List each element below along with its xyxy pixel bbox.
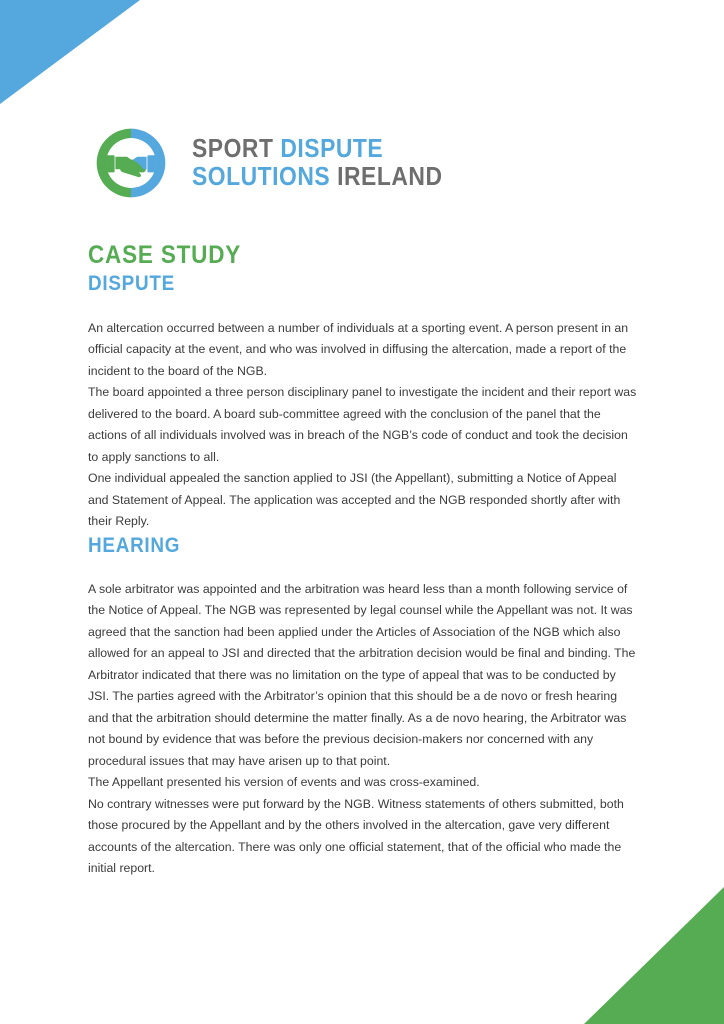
document-body: [88, 240, 640, 880]
paragraph: The Appellant presented his version of events and was cross-examined.: [88, 775, 480, 790]
brand-wordmark: [192, 135, 477, 190]
brand-word-ireland: IRELAND: [337, 161, 443, 191]
brand-word-solutions: SOLUTIONS: [192, 161, 331, 191]
bottom-right-triangle-decoration: [584, 887, 724, 1024]
section-body-hearing: [88, 579, 640, 880]
brand-word-dispute: DISPUTE: [280, 133, 384, 164]
brand-line-2: [192, 163, 443, 191]
paragraph: A sole arbitrator was appointed and the arbitration was heard less than a month following service of the Notice of Appeal. The NGB was represented by legal counsel while the Appellant was not. It was agreed that the sanction had been applied under the Articles of Association of the NGB which also allowed for an appeal to JSI and directed that the arbitration decision would be final and binding. The Arbitrator indicated that there was no limitation on the type of appeal that was to be conducted by JSI. The parties agreed with the Arbitrator’s opinion that this should be a de novo or fresh hearing and that the arbitration should determine the matter finally. As a de novo hearing, the Arbitrator was not bound by evidence that was before the previous decision-makers nor concerned with any procedural issues that may have arisen up to that point.: [88, 581, 636, 768]
top-left-triangle-decoration: [0, 0, 140, 104]
handshake-circle-icon: [92, 124, 170, 202]
paragraph: An altercation occurred between a number of individuals at a sporting event. A person present in an official capacity at the event, and who was involved in diffusing the altercation, made a report of the incident to the board of the NGB.: [88, 320, 629, 378]
paragraph: One individual appealed the sanction applied to JSI (the Appellant), submitting a Notice of Appeal and Statement of Appeal. The application was accepted and the NGB responded shortly after with their Reply.: [88, 471, 621, 528]
brand-logo: [92, 124, 477, 202]
section-heading-dispute: DISPUTE: [88, 272, 175, 296]
brand-word-sport: SPORT: [192, 133, 274, 164]
section-body-dispute: [88, 318, 640, 533]
paragraph: The board appointed a three person disciplinary panel to investigate the incident and their report was delivered to the board. A board sub-committee agreed with the conclusion of the panel that the actions of all individuals involved was in breach of the NGB’s code of conduct and took the decision to apply sanctions to all.: [88, 385, 637, 464]
section-heading-hearing: HEARING: [88, 533, 181, 557]
paragraph: No contrary witnesses were put forward by the NGB. Witness statements of others submitted, both those procured by the Appellant and by the others involved in the altercation, gave very different accounts of the altercation. There was only one official statement, that of the official who made the initial report.: [88, 796, 624, 876]
brand-line-1: [192, 135, 443, 163]
page-title: CASE STUDY: [88, 241, 242, 269]
